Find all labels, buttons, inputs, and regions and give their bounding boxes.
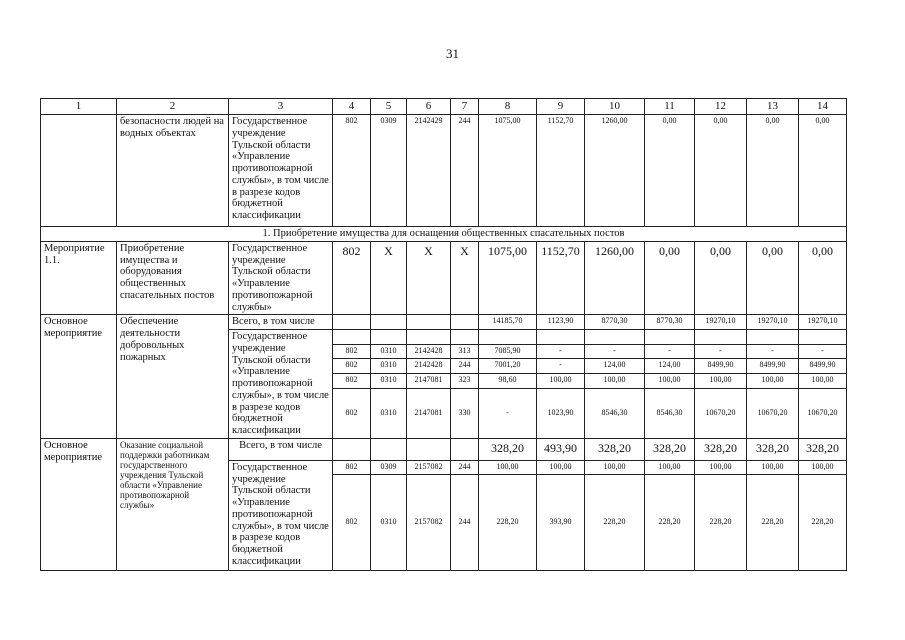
cell-value: 0310	[371, 344, 407, 359]
cell-value: 1260,00	[585, 241, 645, 315]
header-cell: 2	[117, 99, 229, 115]
header-cell: 3	[229, 99, 333, 115]
cell-value: 0,00	[747, 115, 799, 227]
cell-value: 100,00	[645, 373, 695, 388]
header-cell: 9	[537, 99, 585, 115]
measure-name: Приобретение имущества и оборудования общественных спасательных постов	[117, 241, 229, 315]
cell-value: 228,20	[695, 474, 747, 570]
cell-value: 0,00	[799, 115, 847, 227]
cell-value: 244	[451, 460, 479, 474]
cell-value: 8546,30	[645, 388, 695, 438]
cell-value: 10670,20	[695, 388, 747, 438]
cell-value: 19270,10	[799, 315, 847, 330]
measure-name: Оказание социальной поддержки работникам государственного учреждения Тульской области «Управление противопожарной службы»	[117, 438, 229, 570]
cell-value: Х	[407, 241, 451, 315]
cell-value: 228,20	[799, 474, 847, 570]
total-label: Всего, в том числе	[229, 438, 333, 460]
cell-value: 228,20	[479, 474, 537, 570]
cell-value: 323	[451, 373, 479, 388]
cell-value: 2142428	[407, 359, 451, 374]
cell-value: 100,00	[585, 460, 645, 474]
header-cell: 1	[41, 99, 117, 115]
cell-value: 2147081	[407, 373, 451, 388]
cell-value: 2147081	[407, 388, 451, 438]
cell-value: 100,00	[585, 373, 645, 388]
cell-value: 2142428	[407, 344, 451, 359]
cell-value: 0310	[371, 359, 407, 374]
executor: Государственное учреждение Тульской области «Управление противопожарной службы», в том числе в разрезе кодов бюджетной классификации	[229, 115, 333, 227]
cell-value: 2142429	[407, 115, 451, 227]
cell-value: 14185,70	[479, 315, 537, 330]
cell-value: 802	[333, 115, 371, 227]
header-cell: 6	[407, 99, 451, 115]
executor: Государственное учреждение Тульской области «Управление противопожарной службы», в том числе в разрезе кодов бюджетной классификации	[229, 460, 333, 570]
cell-value: 328,20	[747, 438, 799, 460]
page-number: 31	[446, 46, 459, 61]
cell-value: 0309	[371, 115, 407, 227]
cell-value: 330	[451, 388, 479, 438]
section-title: 1. Приобретение имущества для оснащения общественных спасательных постов	[41, 227, 847, 242]
measure-name: Обеспечение деятельности добровольных пожарных	[117, 315, 229, 439]
measure-code: Мероприятие 1.1.	[41, 241, 117, 315]
cell-value: 1260,00	[585, 115, 645, 227]
cell-value: -	[585, 344, 645, 359]
cell-value: 19270,10	[695, 315, 747, 330]
header-cell: 5	[371, 99, 407, 115]
cell-value: 0,00	[695, 241, 747, 315]
cell-value: 0310	[371, 388, 407, 438]
header-cell: 8	[479, 99, 537, 115]
measure-code: Основное мероприятие	[41, 438, 117, 570]
cell-value: 100,00	[479, 460, 537, 474]
cell-value: 1152,70	[537, 241, 585, 315]
cell-value: 100,00	[537, 373, 585, 388]
cell-value: 328,20	[695, 438, 747, 460]
cell-value: 244	[451, 359, 479, 374]
header-cell: 10	[585, 99, 645, 115]
cell-value: 328,20	[585, 438, 645, 460]
cell-value: 0310	[371, 373, 407, 388]
cell-value: 100,00	[695, 373, 747, 388]
cell-value: 0,00	[747, 241, 799, 315]
cell-value: 802	[333, 388, 371, 438]
header-row	[41, 99, 847, 115]
cell-value: 7085,90	[479, 344, 537, 359]
cell-value: 100,00	[799, 373, 847, 388]
cell-value: 0,00	[645, 241, 695, 315]
cell-value: 802	[333, 359, 371, 374]
cell-value: 2157082	[407, 460, 451, 474]
header-cell: 14	[799, 99, 847, 115]
cell-value: 0310	[371, 474, 407, 570]
cell-value: 328,20	[645, 438, 695, 460]
table-row	[41, 315, 847, 330]
cell-value: 100,00	[695, 460, 747, 474]
cell-value: 802	[333, 460, 371, 474]
cell-value: 802	[333, 344, 371, 359]
cell-value: 328,20	[479, 438, 537, 460]
measure-code: Основное мероприятие	[41, 315, 117, 439]
cell-value: 1075,00	[479, 241, 537, 315]
cell-value: 493,90	[537, 438, 585, 460]
cell-value: 244	[451, 115, 479, 227]
cell-value: 98,60	[479, 373, 537, 388]
cell-value: -	[645, 344, 695, 359]
header-cell: 12	[695, 99, 747, 115]
cell-value: 19270,10	[747, 315, 799, 330]
table-row	[41, 438, 847, 460]
cell-value: 100,00	[747, 373, 799, 388]
budget-table	[40, 98, 847, 571]
cell-value: 8770,30	[585, 315, 645, 330]
cell-value: 124,00	[585, 359, 645, 374]
cell-value: 0,00	[695, 115, 747, 227]
cell-value: 2157082	[407, 474, 451, 570]
executor: Государственное учреждение Тульской области «Управление противопожарной службы», в том числе в разрезе кодов бюджетной классификации	[229, 330, 333, 439]
table-row	[41, 115, 847, 227]
cell-value: 393,90	[537, 474, 585, 570]
cell-value: 1123,90	[537, 315, 585, 330]
cell-value: 0309	[371, 460, 407, 474]
cell-value: 802	[333, 474, 371, 570]
header-cell: 11	[645, 99, 695, 115]
cell-value: 8499,90	[799, 359, 847, 374]
cell-value: 8499,90	[695, 359, 747, 374]
cell-value: Х	[371, 241, 407, 315]
table-row	[41, 241, 847, 315]
cell-value: -	[695, 344, 747, 359]
cell-value: 328,20	[799, 438, 847, 460]
cell-value: 0,00	[799, 241, 847, 315]
cell-value: 8770,30	[645, 315, 695, 330]
section-row	[41, 227, 847, 242]
cell-value: 802	[333, 241, 371, 315]
cell-value: 1023,90	[537, 388, 585, 438]
header-cell: 13	[747, 99, 799, 115]
executor: Государственное учреждение Тульской области «Управление противопожарной службы»	[229, 241, 333, 315]
cell-value: -	[799, 344, 847, 359]
cell-value: 1152,70	[537, 115, 585, 227]
cell-value: 0,00	[645, 115, 695, 227]
cell-value: 10670,20	[747, 388, 799, 438]
cell-value: 228,20	[645, 474, 695, 570]
cell-value: Х	[451, 241, 479, 315]
cell-value: 313	[451, 344, 479, 359]
cell-value: 7001,20	[479, 359, 537, 374]
cell-value: -	[537, 344, 585, 359]
cell-value: 244	[451, 474, 479, 570]
cell-value: -	[479, 388, 537, 438]
cell-value: 228,20	[747, 474, 799, 570]
header-cell: 7	[451, 99, 479, 115]
cell-value: 1075,00	[479, 115, 537, 227]
total-label: Всего, в том числе	[229, 315, 333, 330]
cell-value: 228,20	[585, 474, 645, 570]
cell-value: -	[537, 359, 585, 374]
cell-value: 100,00	[799, 460, 847, 474]
cell-value: 802	[333, 373, 371, 388]
cell-value: 8499,90	[747, 359, 799, 374]
measure-name: безопасности людей на водных объектах	[117, 115, 229, 227]
header-cell: 4	[333, 99, 371, 115]
cell-value: 10670,20	[799, 388, 847, 438]
cell-value: 124,00	[645, 359, 695, 374]
cell-col1	[41, 115, 117, 227]
cell-value: 100,00	[747, 460, 799, 474]
cell-value: -	[747, 344, 799, 359]
cell-value: 100,00	[537, 460, 585, 474]
cell-value: 100,00	[645, 460, 695, 474]
cell-value: 8546,30	[585, 388, 645, 438]
